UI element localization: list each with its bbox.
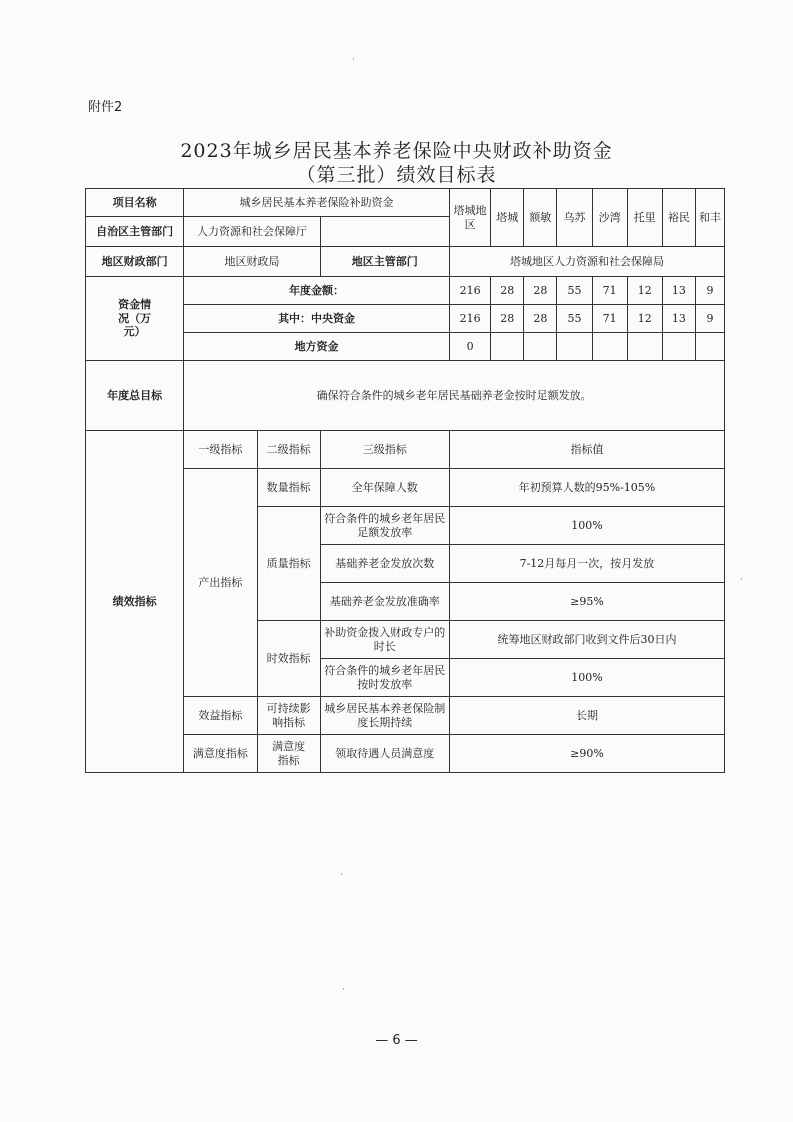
region-header: 沙湾 xyxy=(592,189,627,247)
region-dept-label: 自治区主管部门 xyxy=(86,217,184,247)
indicator-name: 基础养老金发放准确率 xyxy=(320,583,449,621)
region-header: 托里 xyxy=(627,189,662,247)
annual-value: 9 xyxy=(695,277,724,305)
annual-value: 12 xyxy=(627,277,662,305)
indicator-value: 100% xyxy=(449,507,724,545)
region-header: 塔城 xyxy=(491,189,524,247)
region-header: 额敏 xyxy=(524,189,557,247)
local-funds-value: 0 xyxy=(449,333,490,361)
annual-value: 28 xyxy=(524,277,557,305)
scan-speck: · xyxy=(340,870,343,880)
attachment-label: 附件2 xyxy=(88,100,123,115)
title-line-1: 2023年城乡居民基本养老保险中央财政补助资金 xyxy=(180,140,613,162)
funds-label: 资金情况（万元） xyxy=(86,277,184,361)
central-value: 9 xyxy=(695,305,724,333)
central-value: 216 xyxy=(449,305,490,333)
perf-label: 绩效指标 xyxy=(86,431,184,773)
indicator-value: 年初预算人数的95%-105% xyxy=(449,469,724,507)
output-label: 产出指标 xyxy=(184,469,257,697)
quantity-label: 数量指标 xyxy=(257,469,320,507)
annual-value: 28 xyxy=(491,277,524,305)
region-header: 乌苏 xyxy=(557,189,592,247)
indicator-name: 全年保障人数 xyxy=(320,469,449,507)
annual-value: 216 xyxy=(449,277,490,305)
satisfaction-label: 满意度指标 xyxy=(184,735,257,773)
region-header: 裕民 xyxy=(662,189,695,247)
indicator-name: 领取待遇人员满意度 xyxy=(320,735,449,773)
satisfaction-level2-label: 满意度指标 xyxy=(257,735,320,773)
indicator-name: 补助资金拨入财政专户的时长 xyxy=(320,621,449,659)
benefit-label: 效益指标 xyxy=(184,697,257,735)
scan-speck: · xyxy=(740,575,743,585)
header-level3: 三级指标 xyxy=(320,431,449,469)
annual-value: 13 xyxy=(662,277,695,305)
header-value: 指标值 xyxy=(449,431,724,469)
project-name-value: 城乡居民基本养老保险补助资金 xyxy=(184,189,450,217)
sustain-label: 可持续影响指标 xyxy=(257,697,320,735)
quality-label: 质量指标 xyxy=(257,507,320,621)
central-value: 13 xyxy=(662,305,695,333)
project-name-label: 项目名称 xyxy=(86,189,184,217)
annual-value: 71 xyxy=(592,277,627,305)
timeliness-label: 时效指标 xyxy=(257,621,320,697)
indicator-value: ≥95% xyxy=(449,583,724,621)
indicator-value: 长期 xyxy=(449,697,724,735)
local-funds-label: 地方资金 xyxy=(184,333,450,361)
indicator-name: 城乡居民基本养老保险制度长期持续 xyxy=(320,697,449,735)
indicator-value: ≥90% xyxy=(449,735,724,773)
scan-speck: · xyxy=(352,55,355,65)
header-level2: 二级指标 xyxy=(257,431,320,469)
annual-value: 55 xyxy=(557,277,592,305)
region-header: 和丰 xyxy=(695,189,724,247)
page-number: — 6 — xyxy=(375,1033,418,1048)
central-value: 28 xyxy=(491,305,524,333)
header-level1: 一级指标 xyxy=(184,431,257,469)
central-value: 55 xyxy=(557,305,592,333)
scan-speck: · xyxy=(342,985,345,995)
performance-table xyxy=(85,188,725,773)
local-dept-label: 地区主管部门 xyxy=(320,247,449,277)
central-value: 28 xyxy=(524,305,557,333)
central-value: 71 xyxy=(592,305,627,333)
indicator-name: 符合条件的城乡老年居民按时发放率 xyxy=(320,659,449,697)
local-dept-value: 塔城地区人力资源和社会保障局 xyxy=(449,247,724,277)
goal-text: 确保符合条件的城乡老年居民基础养老金按时足额发放。 xyxy=(184,361,725,431)
local-fin-label: 地区财政部门 xyxy=(86,247,184,277)
indicator-value: 7-12月每月一次，按月发放 xyxy=(449,545,724,583)
indicator-name: 符合条件的城乡老年居民足额发放率 xyxy=(320,507,449,545)
goal-label: 年度总目标 xyxy=(86,361,184,431)
indicator-name: 基础养老金发放次数 xyxy=(320,545,449,583)
annual-label: 年度金额： xyxy=(184,277,450,305)
indicator-value: 100% xyxy=(449,659,724,697)
region-dept-value: 人力资源和社会保障厅 xyxy=(184,217,320,247)
central-value: 12 xyxy=(627,305,662,333)
local-fin-value: 地区财政局 xyxy=(184,247,320,277)
region-header: 塔城地区 xyxy=(449,189,490,247)
central-label: 其中：中央资金 xyxy=(184,305,450,333)
title-line-2: （第三批）绩效目标表 xyxy=(296,164,497,186)
indicator-value: 统筹地区财政部门收到文件后30日内 xyxy=(449,621,724,659)
